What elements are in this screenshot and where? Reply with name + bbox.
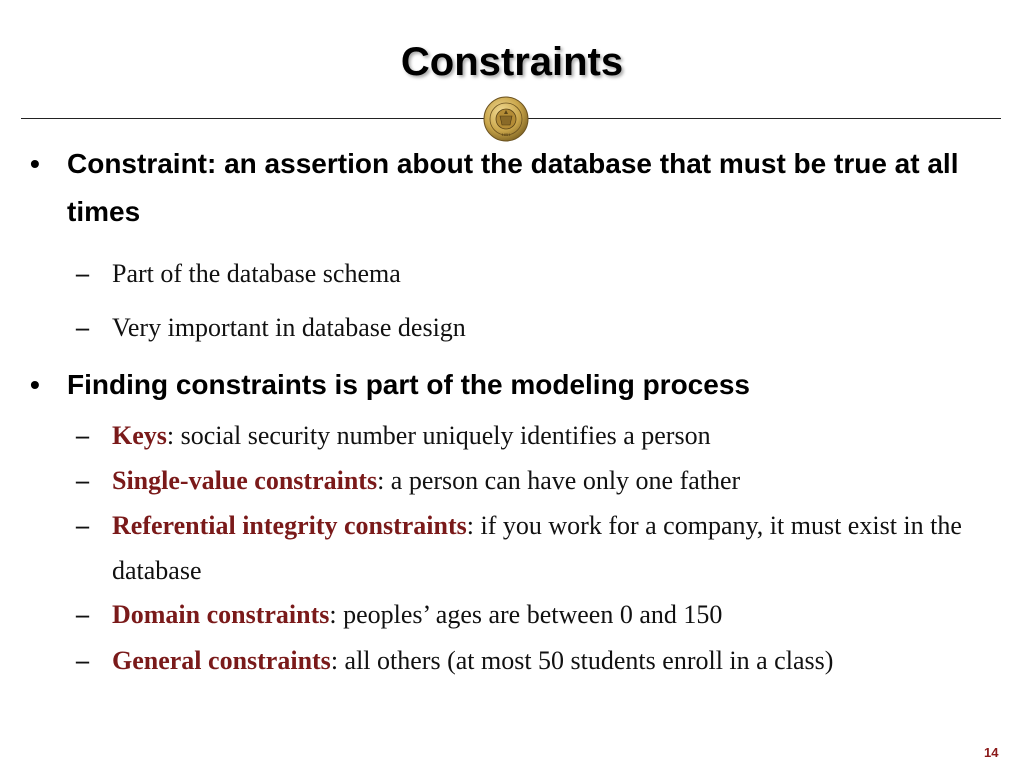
bullet-item bbox=[30, 140, 987, 236]
dash-icon: – bbox=[76, 466, 89, 495]
sub-bullet-item bbox=[76, 305, 992, 350]
sub-bullet-text: Part of the database schema bbox=[112, 259, 401, 288]
sub-bullet-text: : social security number uniquely identifies a person bbox=[166, 421, 711, 450]
slide-title: Constraints bbox=[400, 40, 624, 84]
seal-year: 1851 bbox=[501, 132, 511, 137]
dash-icon: – bbox=[76, 259, 89, 288]
bullet-icon: • bbox=[30, 148, 40, 179]
sub-bullet-text: Very important in database design bbox=[112, 313, 466, 342]
dash-icon: – bbox=[76, 511, 89, 540]
sub-bullet-text: : if you work for a company, it must exist in the database bbox=[112, 511, 962, 585]
bullet-icon: • bbox=[30, 369, 40, 400]
bullet-text: Finding constraints is part of the modeling process bbox=[67, 369, 750, 400]
sub-bullet-item bbox=[76, 458, 992, 503]
sub-bullet-keyword: General constraints bbox=[112, 646, 331, 675]
sub-bullet-keyword: Single-value constraints bbox=[112, 466, 378, 495]
sub-bullet-keyword: Domain constraints bbox=[112, 600, 330, 629]
sub-bullet-text: : peoples’ ages are between 0 and 150 bbox=[329, 600, 723, 629]
sub-bullet-text: : a person can have only one father bbox=[377, 466, 741, 495]
sub-bullet-keyword: Referential integrity constraints bbox=[112, 511, 467, 540]
dash-icon: – bbox=[76, 421, 89, 450]
sub-bullet-item bbox=[76, 592, 992, 637]
page-number: 14 bbox=[984, 745, 999, 760]
dash-icon: – bbox=[76, 313, 89, 342]
sub-bullet-item bbox=[76, 413, 992, 458]
dash-icon: – bbox=[76, 600, 89, 629]
sub-bullet-item bbox=[76, 638, 992, 683]
sub-bullet-item bbox=[76, 503, 992, 593]
sub-bullet-keyword: Keys bbox=[112, 421, 167, 450]
bullet-item bbox=[30, 361, 987, 409]
sub-bullet-text: : all others (at most 50 students enroll in a class) bbox=[330, 646, 834, 675]
dash-icon: – bbox=[76, 646, 89, 675]
sub-bullet-item bbox=[76, 251, 992, 296]
bullet-text: Constraint: an assertion about the database that must be true at all times bbox=[67, 148, 959, 227]
